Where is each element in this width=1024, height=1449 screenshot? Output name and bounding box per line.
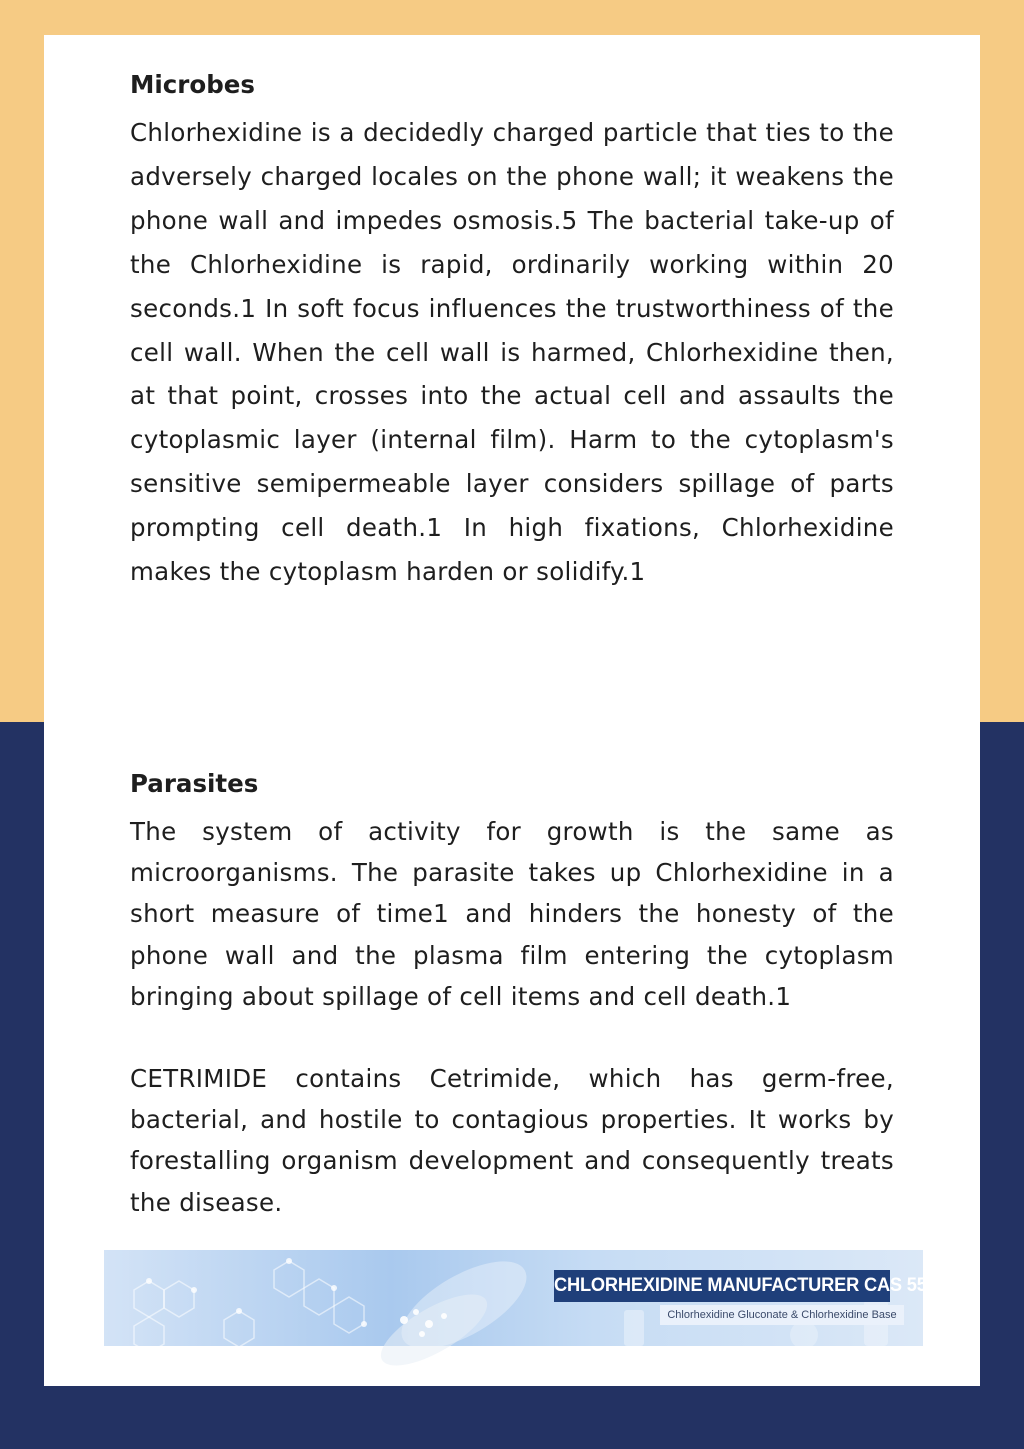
product-banner-image (104, 1250, 969, 1346)
microbes-paragraph: Chlorhexidine is a decidedly charged particle that ties to the adversely charged locales on the phone wall; it weakens the phone wall and impedes osmosis.5 The bacterial take-up of the Chlorhexidine is rapid, ordinarily working within 20 seconds.1 In soft focus influences the trustworthiness of the cell wall. When the cell wall is harmed, Chlorhexidine then, at that point, crosses into the actual cell and assaults the cytoplasmic layer (internal film). Harm to the cytoplasm's sensitive semipermeable layer considers spillage of parts prompting cell death.1 In high fixations, Chlorhexidine makes the cytoplasm harden or solidify.1 (130, 118, 894, 587)
parasites-paragraph: The system of activity for growth is the same as microorganisms. The parasite takes up Chlorhexidine in a short measure of time1 and hinders the honesty of the phone wall and the plasma film entering the cytoplasm bringing about spillage of cell items and cell death.1 (130, 817, 894, 1011)
banner-title: CHLORHEXIDINE MANUFACTURER CAS 55-56-1 (554, 1270, 890, 1302)
cetrimide-paragraph: CETRIMIDE contains Cetrimide, which has germ-free, bacterial, and hostile to contagious properties. It works by forestalling organism development and consequently treats the disease. (130, 1064, 894, 1217)
document-card (44, 35, 980, 1386)
section-heading-parasites: Parasites (130, 769, 259, 798)
section-heading-microbes: Microbes (130, 70, 255, 99)
banner-subtitle: Chlorhexidine Gluconate & Chlorhexidine Base (660, 1305, 904, 1325)
